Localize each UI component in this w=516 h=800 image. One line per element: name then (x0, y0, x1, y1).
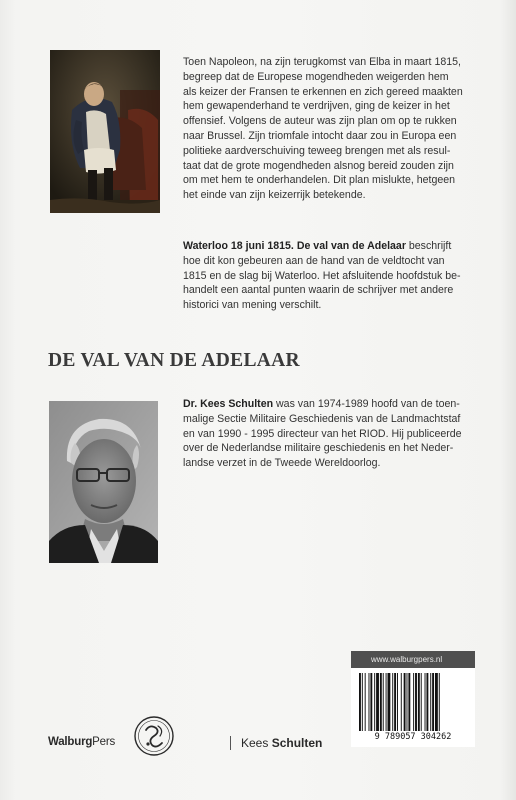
blurb-line: hem gewapenderhand te verdrijven, ging de keizer in het (183, 100, 450, 113)
bio-line: en van 1990 - 1995 directeur van het RIOD. Hij publiceerde (183, 427, 462, 440)
barcode-bar (426, 673, 428, 731)
blurb-line: Toen Napoleon, na zijn terugkomst van Elba in maart 1815, (183, 56, 461, 68)
bio-line: landse verzet in de Tweede Wereldoorlog. (183, 457, 381, 470)
barcode-bar (415, 673, 417, 731)
blurb-line: historici van mening verschilt. (183, 299, 322, 312)
barcode-bar (388, 673, 391, 731)
blurb-paragraph-1 (183, 55, 478, 203)
blurb-line: als keizer der Fransen te erkennen en zich gereed maakten (183, 85, 463, 98)
barcode-bar (370, 673, 372, 731)
barcode-bar (362, 673, 363, 731)
napoleon-portrait-image (50, 50, 160, 213)
barcode-bar (439, 673, 440, 731)
barcode-bar (418, 673, 420, 731)
barcode-bar (380, 673, 382, 731)
author-photo-image (49, 401, 158, 563)
barcode-bar (401, 673, 402, 731)
book-title-heading: DE VAL VAN DE ADELAAR (48, 350, 300, 371)
barcode-bar (432, 673, 434, 731)
blurb-paragraph-2 (183, 239, 478, 313)
barcode-bar (365, 673, 366, 731)
blurb-line: om met hem te onderhandelen. Dit plan mislukte, hetgeen (183, 174, 456, 187)
blurb-line (183, 239, 478, 254)
blurb-line: handelt een aantal punten waarin de schrijver met andere (183, 284, 454, 297)
barcode-bar (392, 673, 393, 731)
barcode-bar (374, 673, 375, 731)
barcode-bar (376, 673, 379, 731)
isbn-number: 9 789057 304262 (374, 732, 452, 742)
barcode-bar (394, 673, 396, 731)
barcode-box (351, 651, 475, 747)
author-credit (241, 736, 322, 750)
barcode-bar (408, 673, 410, 731)
footer-divider (230, 736, 231, 750)
author-last-name: Schulten (271, 736, 323, 750)
author-bio (183, 397, 483, 471)
bio-line (183, 397, 483, 412)
bio-line: over de Nederlandse militaire geschiedenis en het Neder- (183, 442, 454, 455)
barcode-bar (413, 673, 414, 731)
author-first-name: Kees (241, 736, 269, 750)
publisher-name-light: Pers (92, 736, 116, 748)
publisher-url: www.walburgpers.nl (351, 651, 475, 668)
bio-line-rest: was van 1974-1989 hoofd van de toen- (273, 398, 460, 410)
publisher-footer (48, 712, 348, 762)
barcode-bar (383, 673, 384, 731)
book-title-inline: Waterloo 18 juni 1815. De val van de Adelaar (183, 240, 406, 252)
blurb-line: het einde van zijn keizerrijk betekende. (183, 189, 366, 202)
barcode-bar (397, 673, 398, 731)
barcode-bar (435, 673, 438, 731)
publisher-logo-text (48, 736, 115, 748)
barcode-bar (369, 673, 370, 731)
barcode-bar (421, 673, 422, 731)
walburgpers-seal-icon (132, 714, 176, 758)
blurb-line-rest: beschrijft (405, 240, 452, 252)
blurb-line: offensief. Volgens de auteur was zijn plan om op te rukken (183, 115, 457, 128)
blurb-line: 1815 en de slag bij Waterloo. Het afsluitende hoofdstuk be- (183, 269, 461, 282)
barcode-bar (359, 673, 361, 731)
barcode-bar (404, 673, 406, 731)
blurb-line: politieke aardverschuiving teweeg brengen met als resul- (183, 144, 451, 157)
barcode-bar (430, 673, 431, 731)
barcode-bar (386, 673, 387, 731)
publisher-name-bold: Walburg (48, 736, 93, 748)
blurb-line: naar Brussel. Zijn triomfale intocht daar zou in Europa een (183, 129, 457, 142)
blurb-line: hoe dit kon gebeuren aan de hand van de veldtocht van (183, 254, 445, 267)
author-name-inline: Dr. Kees Schulten (183, 398, 274, 410)
bio-line: malige Sectie Militaire Geschiedenis van de Landmachtstaf (183, 412, 461, 425)
isbn-barcode (357, 673, 471, 731)
barcode-bar (407, 673, 408, 731)
blurb-line: taat dat de grote mogendheden alsnog bereid zouden zijn (183, 159, 454, 172)
blurb-line: begreep dat de Europese mogendheden weigerden hem (183, 70, 449, 83)
barcode-bar (425, 673, 426, 731)
